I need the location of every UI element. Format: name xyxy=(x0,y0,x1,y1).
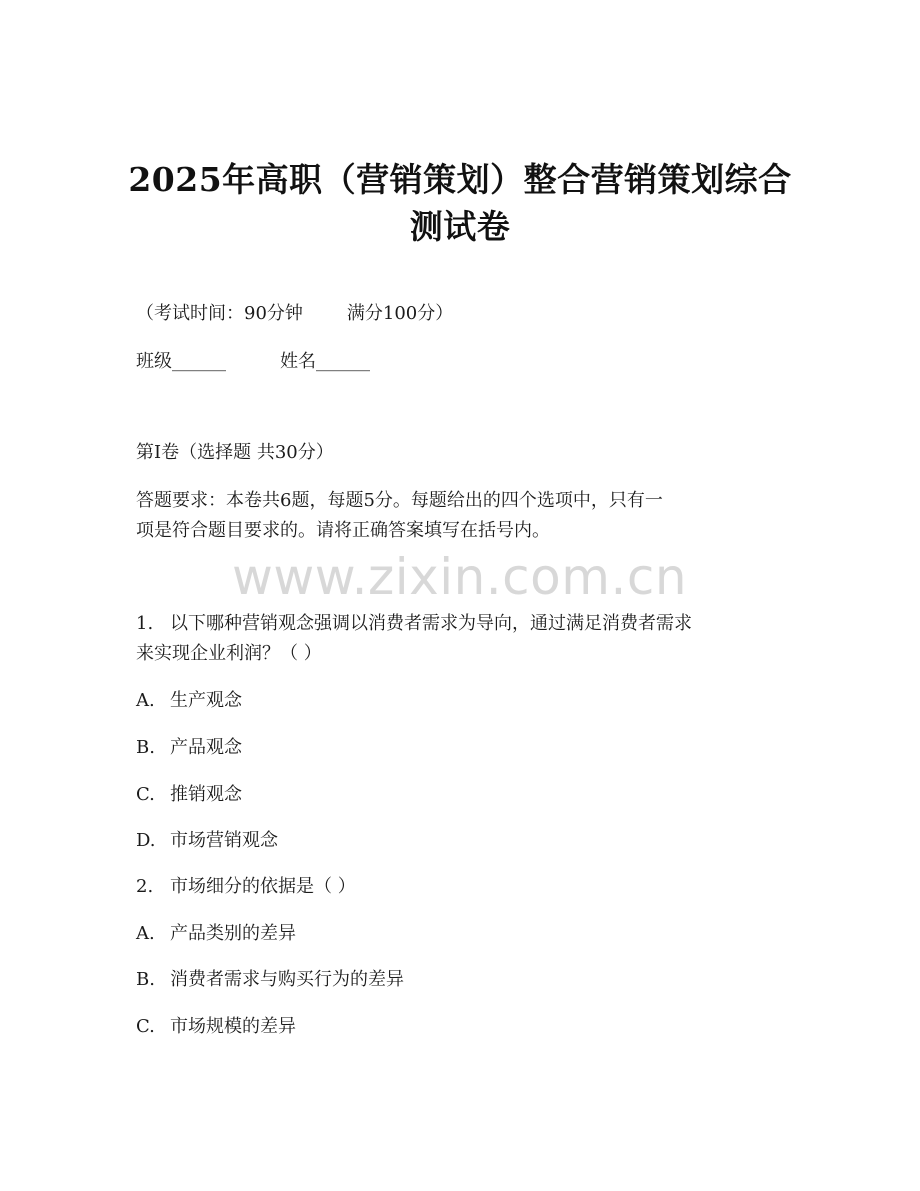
option-letter: B. xyxy=(136,737,155,758)
question-1-option-b xyxy=(136,739,242,757)
document-title-line-2: 测试卷 xyxy=(409,207,511,246)
question-2-option-c xyxy=(136,1018,296,1036)
question-1-line-1 xyxy=(136,615,692,633)
question-1-option-d xyxy=(136,832,278,850)
question-number: 2. xyxy=(136,876,154,897)
option-text: 生产观念 xyxy=(170,690,242,711)
question-number: 1. xyxy=(136,613,154,634)
document-title-line-1: 2025年高职（营销策划）整合营销策划综合 xyxy=(128,160,792,199)
option-letter: A. xyxy=(136,690,155,711)
section-requirements-line-2: 项是符合题目要求的。请将正确答案填写在括号内。 xyxy=(136,520,550,541)
option-letter: D. xyxy=(136,830,156,851)
option-letter: C. xyxy=(136,1016,155,1037)
section-requirements-line-1: 答题要求：本卷共6题，每题5分。每题给出的四个选项中，只有一 xyxy=(136,490,663,511)
option-text: 产品类别的差异 xyxy=(170,923,296,944)
section-heading: 第I卷（选择题 共30分） xyxy=(136,442,334,463)
option-letter: B. xyxy=(136,969,155,990)
question-2-line-1 xyxy=(136,878,356,896)
option-text: 产品观念 xyxy=(170,737,242,758)
option-text: 市场规模的差异 xyxy=(170,1016,296,1037)
option-letter: A. xyxy=(136,923,155,944)
question-text: 以下哪种营销观念强调以消费者需求为导向，通过满足消费者需求 xyxy=(170,613,692,634)
exam-full-score: 满分100分） xyxy=(346,303,454,324)
question-1-option-c xyxy=(136,786,242,804)
exam-info xyxy=(136,305,453,323)
option-text: 市场营销观念 xyxy=(170,830,278,851)
class-field: 班级______ xyxy=(136,351,226,372)
question-2-option-a xyxy=(136,925,296,943)
option-letter: C. xyxy=(136,784,155,805)
watermark: www.zixin.com.cn xyxy=(232,548,688,606)
question-2-option-b xyxy=(136,971,404,989)
question-1-option-a xyxy=(136,692,242,710)
option-text: 消费者需求与购买行为的差异 xyxy=(170,969,404,990)
question-1-line-2: 来实现企业利润？（ ） xyxy=(136,643,322,664)
question-text: 市场细分的依据是（ ） xyxy=(170,876,356,897)
student-info xyxy=(136,353,370,371)
exam-time: （考试时间：90分钟 xyxy=(136,303,303,324)
option-text: 推销观念 xyxy=(170,784,242,805)
name-field: 姓名______ xyxy=(280,351,370,372)
